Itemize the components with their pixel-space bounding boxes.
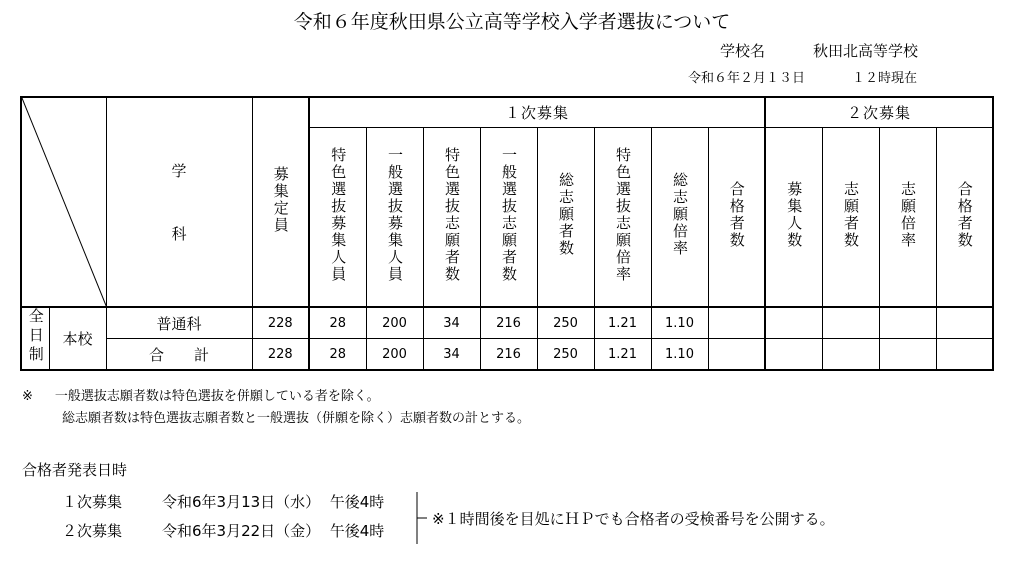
cell-value [822, 339, 879, 371]
cell-value [879, 339, 936, 371]
col-header-bairitsu-2: 志願倍率 [879, 127, 936, 307]
gakka-header [106, 97, 252, 307]
diagonal-line [22, 98, 107, 308]
cell-value: 28 [309, 339, 366, 371]
gakka-char-1: 学 [171, 162, 187, 180]
boshu-teiin-header: 募集定員 [252, 97, 309, 307]
course-type-cell: 全日制 [21, 307, 49, 370]
col-header-total-shigan: 総志願者数 [537, 127, 594, 307]
announcement-round-1-datetime: 令和6年3月13日（水） 午後4時 [162, 493, 385, 511]
cell-value: 1.10 [651, 339, 708, 371]
cell-value [822, 307, 879, 339]
announcement-round-2-datetime: 令和6年3月22日（金） 午後4時 [162, 522, 385, 540]
col-header-ippan-shigan: 一般選抜志願者数 [480, 127, 537, 307]
cell-value: 250 [537, 307, 594, 339]
col-header-boshu-ninzu-2: 募集人数 [765, 127, 822, 307]
corner-diagonal-cell [21, 97, 106, 307]
cell-teiin: 228 [252, 339, 309, 371]
note-text-1: 一般選抜志願者数は特色選抜を併願している者を除く。 [54, 389, 380, 404]
announcement-round-1-label: １次募集 [62, 493, 123, 511]
row-name: 普通科 [106, 307, 252, 339]
note-line-2: 総志願者数は特色選抜志願者数と一般選抜（併願を除く）志願者数の計とする。 [62, 411, 531, 426]
cell-value [765, 307, 822, 339]
table-row-futsuka [21, 307, 993, 339]
cell-value: 200 [366, 339, 423, 371]
cell-value [936, 339, 993, 371]
table-row-total [21, 339, 993, 371]
cell-value: 1.10 [651, 307, 708, 339]
cell-value [879, 307, 936, 339]
admissions-table [20, 96, 994, 371]
as-of-date: 令和６年２月１３日 [688, 71, 806, 86]
cell-value: 200 [366, 307, 423, 339]
cell-value [765, 339, 822, 371]
col-header-tokushoku-bairitsu: 特色選抜志願倍率 [594, 127, 651, 307]
cell-value [708, 339, 765, 371]
bracket-icon [411, 490, 431, 550]
campus-cell: 本校 [49, 307, 106, 370]
cell-value [936, 307, 993, 339]
col-header-tokushoku-shigan: 特色選抜志願者数 [423, 127, 480, 307]
col-header-ippan-boshu: 一般選抜募集人員 [366, 127, 423, 307]
col-header-shigan-2: 志願者数 [822, 127, 879, 307]
school-label: 学校名 [720, 42, 766, 60]
col-header-gokaku-2: 合格者数 [936, 127, 993, 307]
as-of-time: １２時現在 [852, 71, 918, 86]
cell-value: 1.21 [594, 307, 651, 339]
cell-value: 216 [480, 339, 537, 371]
cell-value: 34 [423, 307, 480, 339]
note-mark: ※ [22, 389, 33, 404]
gakka-char-2: 科 [171, 225, 187, 243]
row-name: 合 計 [106, 339, 252, 371]
col-header-tokushoku-boshu: 特色選抜募集人員 [309, 127, 366, 307]
cell-value: 28 [309, 307, 366, 339]
announcement-round-2-label: ２次募集 [62, 522, 123, 540]
cell-teiin: 228 [252, 307, 309, 339]
cell-value: 250 [537, 339, 594, 371]
first-round-header: １次募集 [309, 97, 765, 127]
announcement-note: ※１時間後を目処にＨＰでも合格者の受検番号を公開する。 [432, 510, 835, 528]
cell-value: 216 [480, 307, 537, 339]
school-name: 秋田北高等学校 [813, 42, 919, 60]
announcement-title: 合格者発表日時 [22, 461, 128, 479]
col-header-total-bairitsu: 総志願倍率 [651, 127, 708, 307]
col-header-gokaku-1: 合格者数 [708, 127, 765, 307]
second-round-header: ２次募集 [765, 97, 993, 127]
page-title: 令和６年度秋田県公立高等学校入学者選抜について [293, 11, 731, 33]
cell-value: 1.21 [594, 339, 651, 371]
note-line-1 [22, 385, 380, 404]
cell-value: 34 [423, 339, 480, 371]
cell-value [708, 307, 765, 339]
